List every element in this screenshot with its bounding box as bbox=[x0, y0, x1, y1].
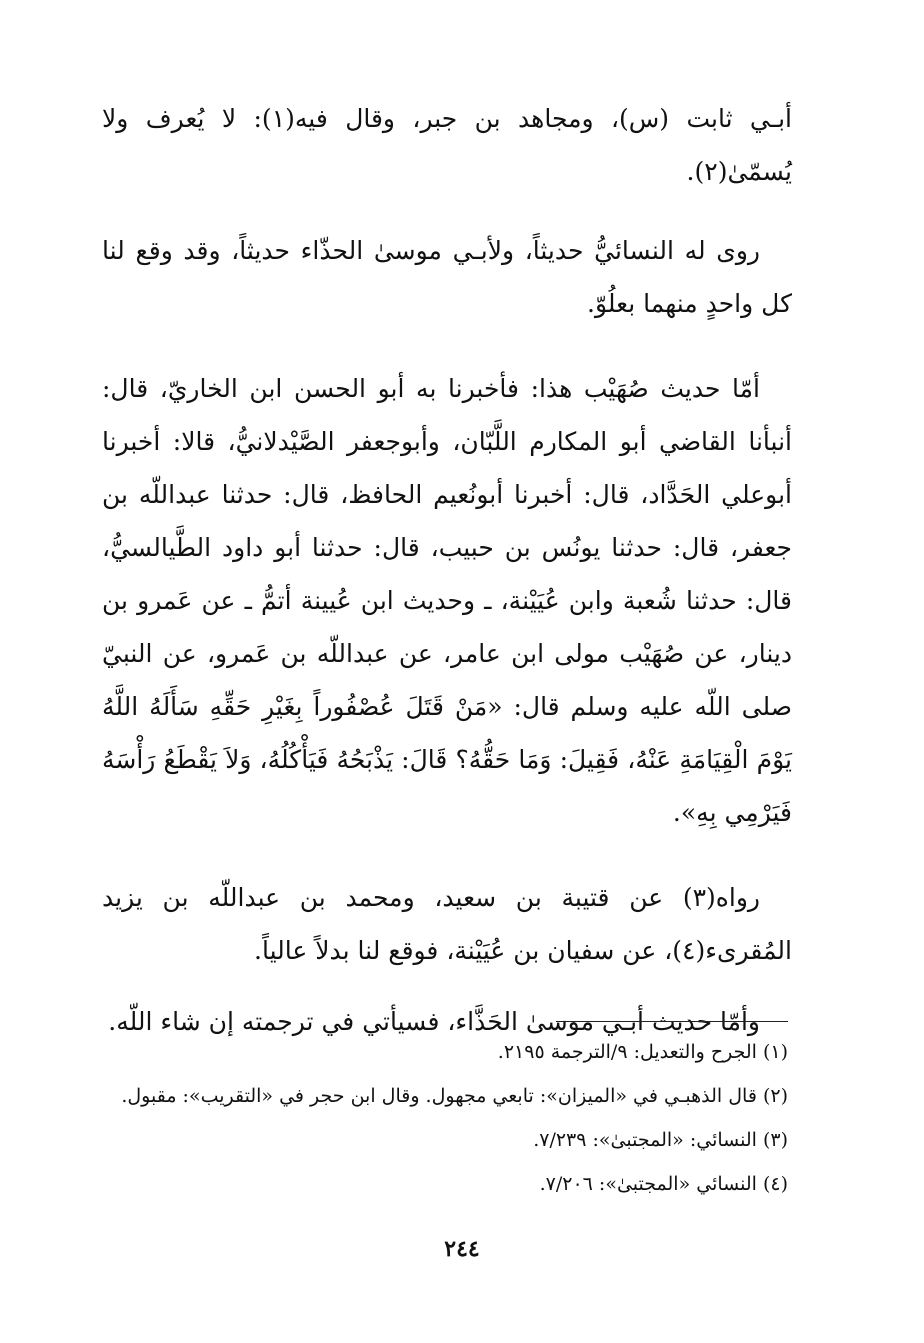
paragraph-closing: وأمّا حديث أبـي موسىٰ الحَذَّاء، فسيأتي في ترجمته إن شاء اللّه. bbox=[108, 1007, 760, 1036]
page-number: ٢٤٤ bbox=[444, 1236, 480, 1262]
main-text bbox=[102, 92, 792, 1048]
paragraph-narration: روى له النسائيُّ حديثاً، ولأبـي موسىٰ الحذّاء حديثاً، وقد وقع لنا كل واحدٍ منهما بعلُوّ. bbox=[102, 236, 792, 318]
footnote-3: (٣) النسائي: «المجتبىٰ»: ٧/٢٣٩. bbox=[533, 1129, 788, 1151]
continuation-line: أبـي ثابت (س)، ومجاهد بن جبر، وقال فيه(١): لا يُعرف ولا يُسمّىٰ(٢). bbox=[102, 104, 792, 186]
footnote-1: (١) الجرح والتعديل: ٩/الترجمة ٢١٩٥. bbox=[497, 1041, 788, 1063]
footnotes bbox=[98, 1030, 788, 1206]
paragraph-riwaya: رواه(٣) عن قتيبة بن سعيد، ومحمد بن عبداللّه بن يزيد المُقرىء(٤)، عن سفيان بن عُيَيْنة، فوقع لنا بدلاً عالياً. bbox=[102, 883, 792, 965]
footnote-2: (٢) قال الذهبـي في «الميزان»: تابعي مجهول. وقال ابن حجر في «التقريب»: مقبول. bbox=[121, 1085, 788, 1107]
footnote-separator bbox=[556, 1021, 788, 1022]
footnote-4: (٤) النسائي «المجتبىٰ»: ٧/٢٠٦. bbox=[539, 1173, 788, 1195]
paragraph-hadith-chain: أمّا حديث صُهَيْب هذا: فأخبرنا به أبو الحسن ابن الخاريّ، قال: أنبأنا القاضي أبو المكارم اللَّبّان، وأبوجعفر الصَّيْدلانيُّ، قالا: أخبرنا أبوعلي الحَدَّاد، قال: أخبرنا أبونُعيم الحافظ، قال: حدثنا عبداللّه بن جعفر، قال: حدثنا يونُس بن حبيب، قال: حدثنا أبو داود الطَّيالسيُّ، قال: حدثنا شُعبة وابن عُيَيْنة، ـ وحديث ابن عُيينة أتمُّ ـ عن عَمرو بن دينار، عن صُهَيْب مولى ابن عامر، عن عبداللّه بن عَمرو، عن النبيّ صلى اللّه عليه وسلم قال: «مَنْ قَتَلَ عُصْفُوراً بِغَيْرِ حَقِّهِ سَأَلَهُ اللَّهُ يَوْمَ الْقِيَامَةِ عَنْهُ، فَقِيلَ: وَمَا حَقُّهُ؟ قَالَ: يَذْبَحُهُ فَيَأْكُلُهُ، وَلاَ يَقْطَعُ رَأْسَهُ فَيَرْمِي بِهِ». bbox=[102, 374, 792, 827]
